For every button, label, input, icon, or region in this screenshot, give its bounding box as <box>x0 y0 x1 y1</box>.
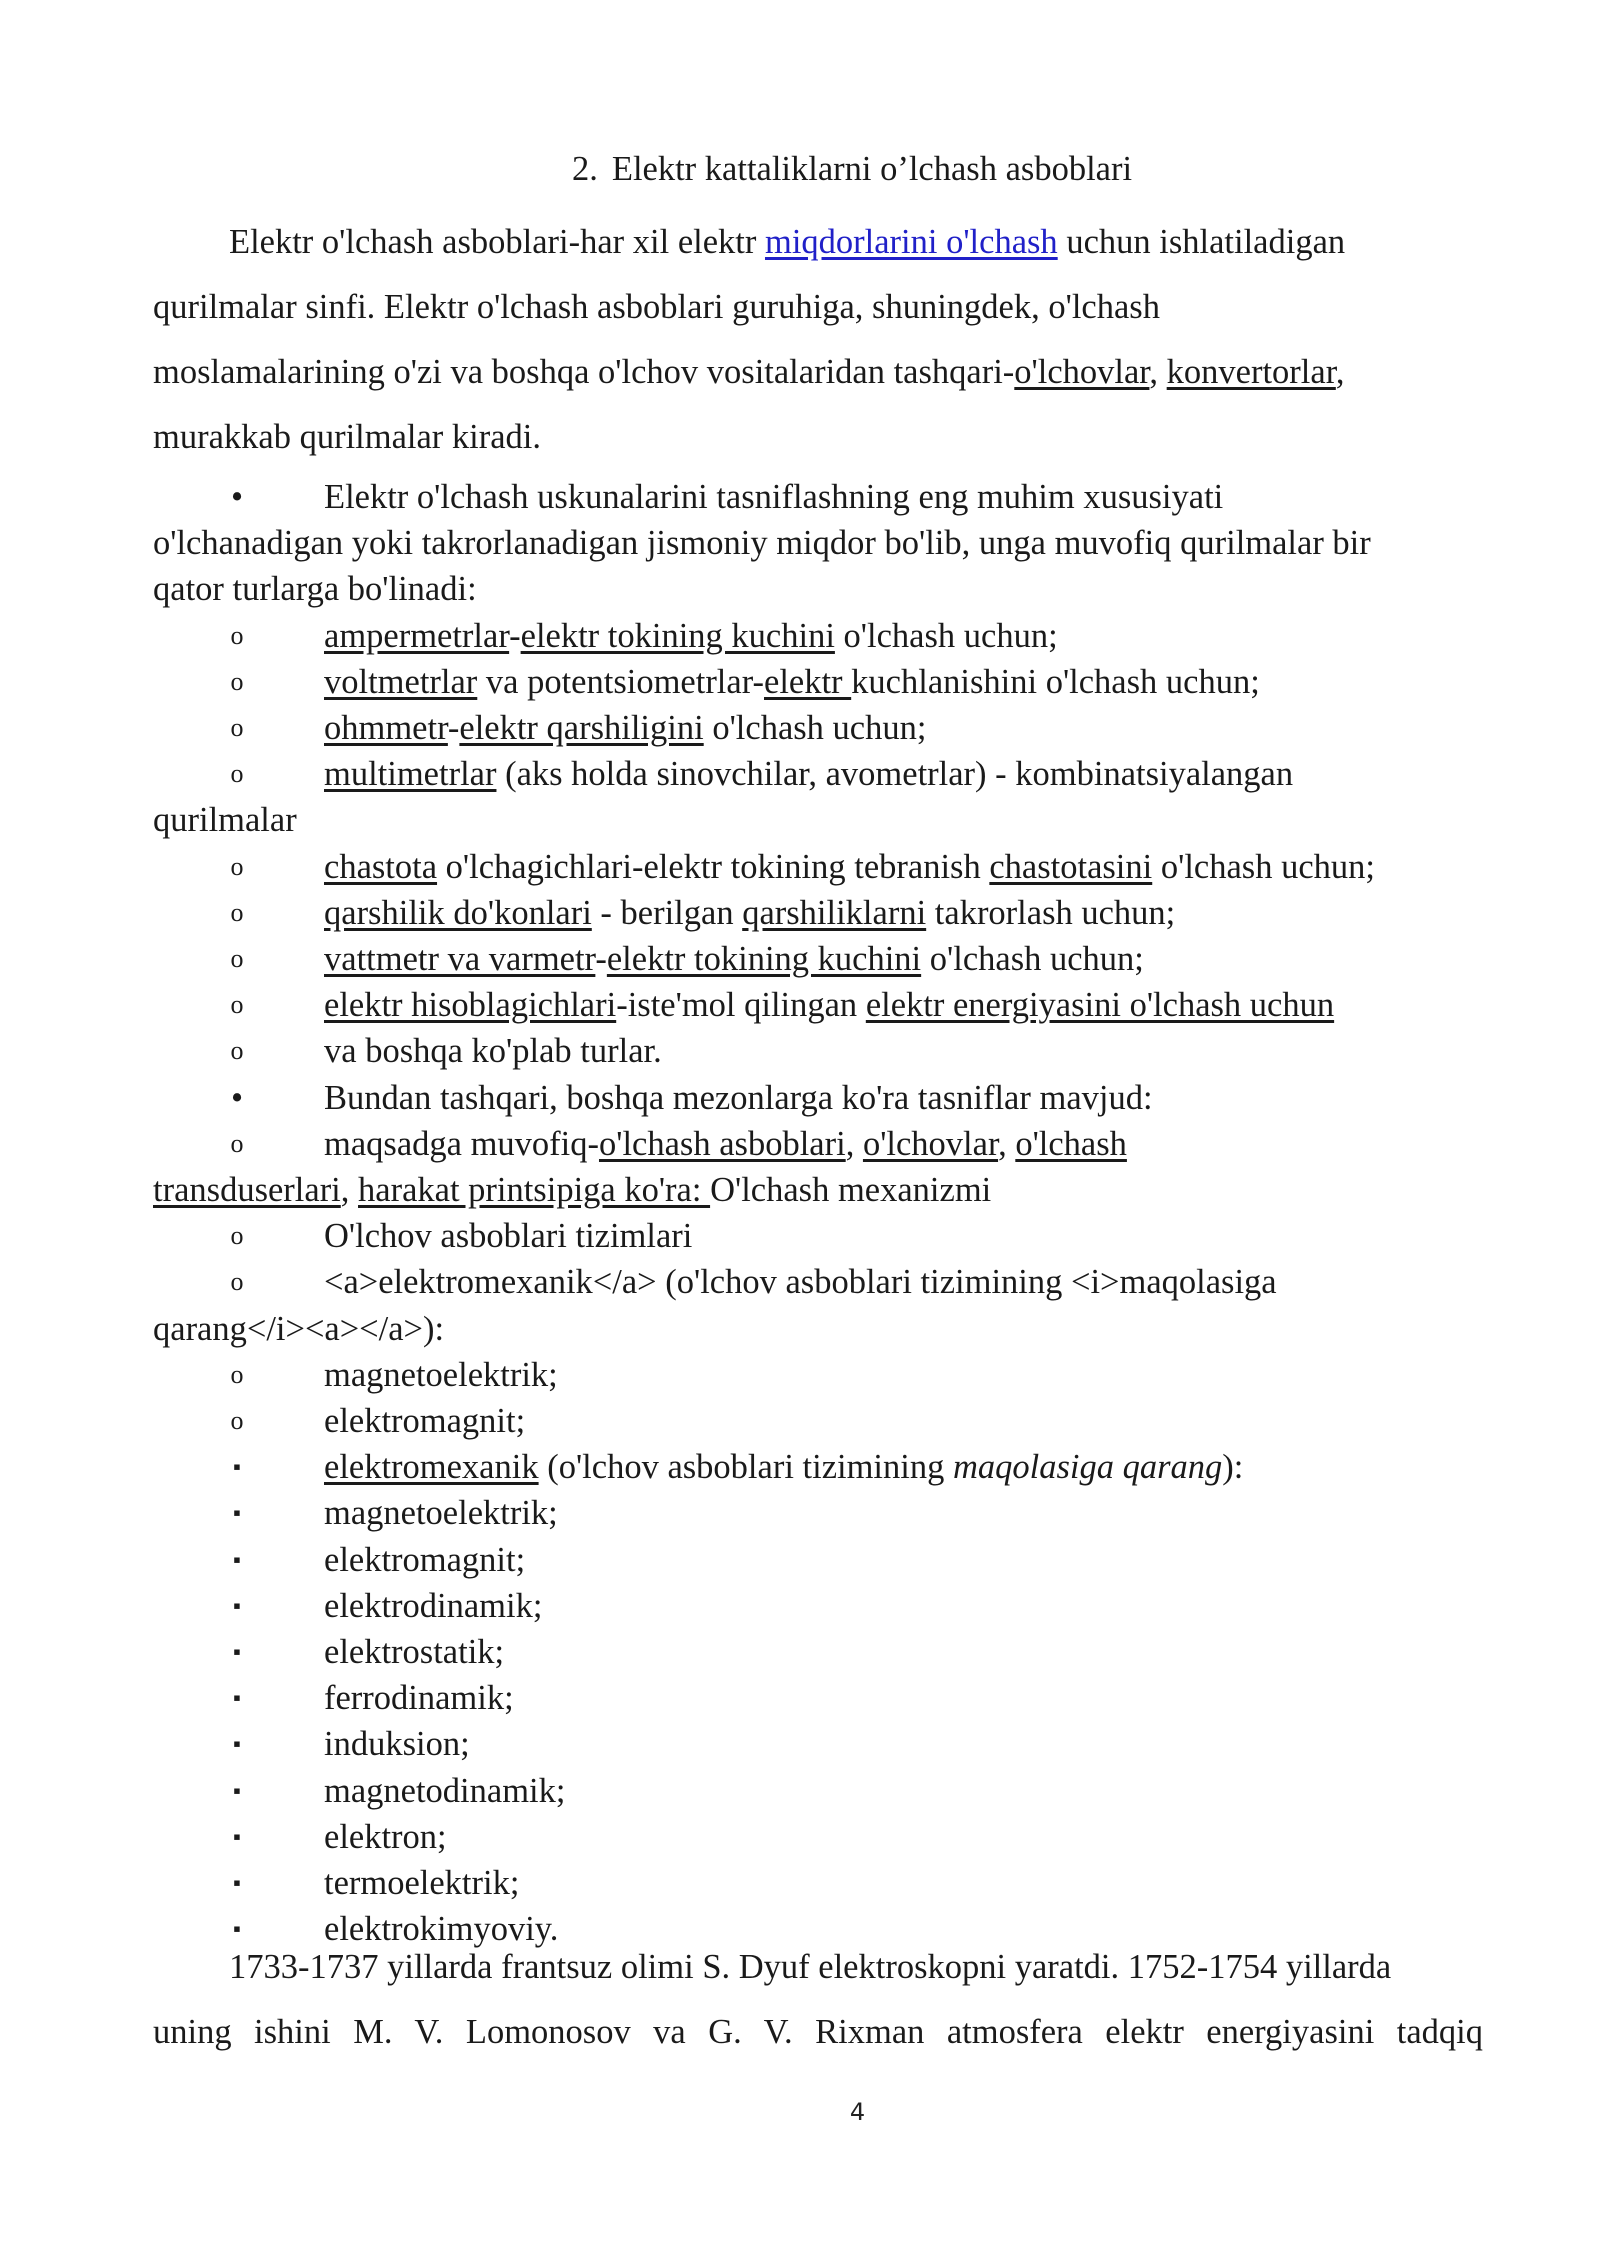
list-item <box>153 1675 1493 1721</box>
text-run: - <box>447 709 460 748</box>
list-continuation: qarang</i><a></a>): <box>153 1309 445 1348</box>
list-item <box>153 1444 1493 1490</box>
link-ampermetrlar[interactable]: ampermetrlar <box>324 616 510 655</box>
text-run: elektrostatik; <box>324 1633 505 1672</box>
square-bullet-icon: ▪ <box>233 1500 241 1526</box>
link-elektr-tokining-kuchini[interactable]: elektr tokining kuchini <box>520 616 835 655</box>
circle-bullet-icon: o <box>230 1406 244 1436</box>
list-item <box>153 1213 1493 1259</box>
text-run: O'lchash mexanizmi <box>710 1171 992 1210</box>
text-run: elektron; <box>324 1817 447 1856</box>
text-run: Elektr o'lchash asboblari-har xil elektr <box>229 223 765 261</box>
list-item <box>153 751 1493 797</box>
circle-bullet-icon: o <box>230 620 244 650</box>
bullet-icon: • <box>230 1078 244 1117</box>
square-bullet-icon: ▪ <box>233 1823 241 1849</box>
list-item <box>153 1768 1493 1814</box>
square-bullet-icon: ▪ <box>233 1546 241 1572</box>
list-item <box>153 613 1493 659</box>
paragraph-line <box>153 210 1483 275</box>
list-item <box>153 1398 1493 1444</box>
link-multimetrlar[interactable]: multimetrlar <box>324 755 497 794</box>
link-olchovlar[interactable]: o'lchovlar <box>1014 353 1150 391</box>
text-run: o'lchagichlari-elektr tokining tebranish <box>437 847 990 886</box>
history-paragraph <box>153 1935 1483 2065</box>
circle-bullet-icon: o <box>230 1359 244 1389</box>
square-bullet-icon: ▪ <box>233 1731 241 1757</box>
list-item <box>153 1629 1493 1675</box>
circle-bullet-icon: o <box>230 713 244 743</box>
paragraph-line: 1733-1737 yillarda frantsuz olimi S. Dyuf elektroskopni yaratdi. 1752-1754 yillarda <box>229 1948 1392 1986</box>
list-item <box>153 1259 1493 1305</box>
text-run: , <box>845 1124 863 1163</box>
list-item <box>153 936 1493 982</box>
text-run: o'lchash uchun; <box>921 940 1144 979</box>
square-bullet-icon: ▪ <box>233 1916 241 1942</box>
text-run: magnetodinamik; <box>324 1771 566 1810</box>
text-run: induksion; <box>324 1725 470 1764</box>
text-run: ): <box>1222 1448 1244 1487</box>
paragraph-line: murakkab qurilmalar kiradi. <box>153 418 541 456</box>
text-run: (aks holda sinovchilar, avometrlar) - kombinatsiyalangan <box>496 755 1294 794</box>
list-continuation: o'lchanadigan yoki takrorlanadigan jismoniy miqdor bo'lib, unga muvofiq qurilmalar bir <box>153 524 1371 563</box>
link-voltmetrlar[interactable]: voltmetrlar <box>324 662 478 701</box>
text-run: , <box>340 1171 359 1210</box>
list-item <box>153 1490 1493 1536</box>
text-run: , <box>998 1124 1016 1163</box>
list-item <box>153 844 1493 890</box>
link-chastota[interactable]: chastota <box>324 847 438 886</box>
list-continuation: qurilmalar <box>153 801 297 840</box>
text-run: , <box>1149 353 1167 391</box>
link-chastotasini[interactable]: chastotasini <box>989 847 1153 886</box>
paragraph-line: qurilmalar sinfi. Elektr o'lchash asboblari guruhiga, shuningdek, o'lchash <box>153 288 1160 326</box>
text-run: elektrokimyoviy. <box>324 1910 559 1949</box>
list-item <box>153 1583 1493 1629</box>
circle-bullet-icon: o <box>230 1267 244 1297</box>
text-run: - <box>509 616 521 655</box>
link-elektr[interactable]: elektr <box>764 662 852 701</box>
page-number: 4 <box>849 2098 866 2126</box>
section-heading <box>572 150 1132 189</box>
circle-bullet-icon: o <box>230 1036 244 1066</box>
text-run: magnetoelektrik; <box>324 1494 558 1533</box>
text-run: ferrodinamik; <box>324 1679 514 1718</box>
text-run: (o'lchov asboblari tizimining <box>538 1448 953 1487</box>
list-item <box>153 1352 1493 1398</box>
text-run: elektrodinamik; <box>324 1586 543 1625</box>
intro-paragraph <box>153 210 1483 470</box>
square-bullet-icon: ▪ <box>233 1592 241 1618</box>
text-run: o'lchash uchun; <box>1152 847 1375 886</box>
square-bullet-icon: ▪ <box>233 1685 241 1711</box>
text-run: va potentsiometrlar- <box>477 662 764 701</box>
text-run: takrorlash uchun; <box>926 893 1176 932</box>
text-run: magnetoelektrik; <box>324 1355 558 1394</box>
link-olchash-transduserlari[interactable]: o'lchash <box>1015 1124 1127 1163</box>
classification-list <box>153 474 1493 1953</box>
square-bullet-icon: ▪ <box>233 1870 241 1896</box>
text-run: O'lchov asboblari tizimlari <box>324 1217 693 1256</box>
paragraph-line <box>153 340 1483 405</box>
circle-bullet-icon: o <box>230 944 244 974</box>
list-continuation: qator turlarga bo'linadi: <box>153 570 477 609</box>
text-run: kuchlanishini o'lchash uchun; <box>851 662 1260 701</box>
link-qarshilik-dokonlari[interactable]: qarshilik do'konlari <box>324 893 592 932</box>
list-item <box>153 1121 1493 1213</box>
text-run: elektromagnit; <box>324 1540 526 1579</box>
text-run: elektromagnit; <box>324 1402 526 1441</box>
list-item <box>153 1537 1493 1583</box>
list-item <box>153 1860 1493 1906</box>
link-vattmetr-va-varmetr[interactable]: vattmetr va varmetr <box>324 940 596 979</box>
text-run: maqsadga muvofiq- <box>324 1124 599 1163</box>
list-item <box>153 1814 1493 1860</box>
list-item <box>153 1028 1493 1074</box>
link-transduserlari[interactable]: transduserlari <box>153 1171 341 1210</box>
link-elektr-energiyasini[interactable]: elektr energiyasini o'lchash uchun <box>865 986 1335 1025</box>
list-item <box>153 1721 1493 1767</box>
link-harakat-printsipiga[interactable]: harakat printsipiga ko'ra: <box>358 1171 711 1210</box>
link-olchovlar[interactable]: o'lchovlar <box>862 1124 999 1163</box>
text-run: - berilgan <box>591 893 743 932</box>
italic-text: maqolasiga qarang <box>952 1448 1223 1487</box>
text-run: o'lchash uchun; <box>834 616 1058 655</box>
section-number: 2. <box>572 150 598 188</box>
list-item <box>153 982 1493 1028</box>
list-item <box>153 1075 1493 1121</box>
paragraph-line: uning ishini M. V. Lomonosov va G. V. Rixman atmosfera elektr energiyasini tadqiq <box>153 2013 1483 2051</box>
circle-bullet-icon: o <box>230 666 244 696</box>
text-run: <a>elektromexanik</a> (o'lchov asboblari tizimining <i>maqolasiga <box>324 1263 1277 1302</box>
section-title: Elektr kattaliklarni o’lchash asboblari <box>611 150 1133 188</box>
text-run: va boshqa ko'plab turlar. <box>324 1032 662 1071</box>
list-item <box>153 474 1493 520</box>
link-elektromexanik[interactable]: elektromexanik <box>324 1448 539 1487</box>
text-run: -iste'mol qilingan <box>616 986 866 1025</box>
text-run: moslamalarining o'zi va boshqa o'lchov vositalaridan tashqari- <box>153 353 1015 391</box>
square-bullet-icon: ▪ <box>233 1777 241 1803</box>
circle-bullet-icon: o <box>230 897 244 927</box>
text-run: - <box>595 940 607 979</box>
link-konvertorlar[interactable]: konvertorlar <box>1166 353 1336 391</box>
circle-bullet-icon: o <box>230 1221 244 1251</box>
hyperlink-miqdorlarini[interactable]: miqdorlarini o'lchash <box>764 223 1058 261</box>
list-item <box>153 890 1493 936</box>
text-run: Bundan tashqari, boshqa mezonlarga ko'ra tasniflar mavjud: <box>324 1078 1153 1117</box>
circle-bullet-icon: o <box>230 851 244 881</box>
list-item <box>153 705 1493 751</box>
link-elektr-hisoblagichlari[interactable]: elektr hisoblagichlari <box>324 986 617 1025</box>
text-run: , <box>1335 353 1345 391</box>
bullet-icon: • <box>230 478 244 516</box>
link-qarshiliklarni[interactable]: qarshiliklarni <box>742 893 927 932</box>
square-bullet-icon: ▪ <box>233 1454 241 1480</box>
link-olchash-asboblari[interactable]: o'lchash asboblari <box>598 1124 846 1163</box>
text-run: Elektr o'lchash uskunalarini tasniflashning eng muhim xususiyati <box>324 478 1224 516</box>
link-elektr-qarshiligini[interactable]: elektr qarshiligini <box>459 709 704 748</box>
text-run: o'lchash uchun; <box>703 709 927 748</box>
circle-bullet-icon: o <box>230 759 244 789</box>
circle-bullet-icon: o <box>230 990 244 1020</box>
list-item <box>153 659 1493 705</box>
circle-bullet-icon: o <box>230 1128 244 1158</box>
link-ohmmetr[interactable]: ohmmetr <box>324 709 448 748</box>
text-run: termoelektrik; <box>324 1864 520 1903</box>
square-bullet-icon: ▪ <box>233 1639 241 1665</box>
text-run: uchun ishlatiladigan <box>1057 223 1346 261</box>
link-elektr-tokining-kuchini[interactable]: elektr tokining kuchini <box>606 940 922 979</box>
